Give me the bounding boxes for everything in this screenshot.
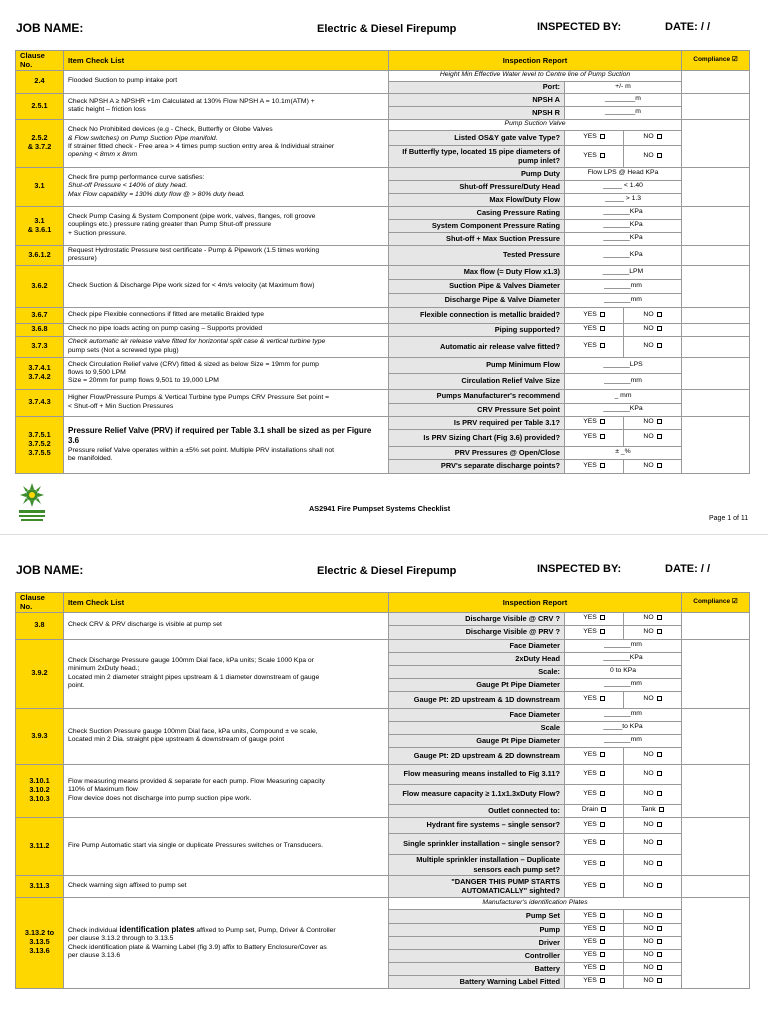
question-label: Discharge Pipe & Valve Diameter bbox=[389, 293, 565, 307]
question-label: Single sprinkler installation – single sensor? bbox=[389, 833, 565, 854]
compliance-cell[interactable] bbox=[682, 265, 750, 307]
no-checkbox[interactable]: NO bbox=[624, 975, 682, 988]
item-text: Check individual identification plates affixed to Pump set, Pump, Driver & Controller per clause 3.13.2 through to 3.13.5 Check identification plate & Warning Label (fig 3.9) affix to Battery Enclosure/Cover as per clause 3.13.6 bbox=[64, 897, 389, 988]
compliance-cell[interactable] bbox=[682, 357, 750, 389]
checkbox-icon bbox=[600, 965, 605, 970]
compliance-cell[interactable] bbox=[682, 389, 750, 416]
no-checkbox[interactable]: NO bbox=[624, 949, 682, 962]
yes-checkbox[interactable]: YES bbox=[565, 764, 624, 784]
item-header: Item Check List bbox=[64, 51, 389, 71]
checkbox-icon bbox=[600, 134, 605, 139]
date-label: DATE: / / bbox=[665, 563, 711, 575]
value-field[interactable]: ± _% bbox=[565, 446, 682, 459]
checkbox-icon bbox=[600, 752, 605, 757]
no-checkbox[interactable]: NO bbox=[624, 833, 682, 854]
question-label: 2xDuty Head bbox=[389, 652, 565, 665]
value-field[interactable]: _______KPa bbox=[565, 219, 682, 232]
checkbox-icon bbox=[657, 771, 662, 776]
question-label: Pump Set bbox=[389, 909, 565, 923]
checkbox-icon bbox=[600, 926, 605, 931]
compliance-cell[interactable] bbox=[682, 307, 750, 323]
checkbox-icon bbox=[657, 965, 662, 970]
yes-checkbox[interactable]: YES bbox=[565, 962, 624, 975]
checkbox-icon bbox=[600, 615, 605, 620]
question-label: Face Diameter bbox=[389, 639, 565, 652]
compliance-cell[interactable] bbox=[682, 206, 750, 245]
no-checkbox[interactable]: NO bbox=[624, 923, 682, 936]
table-header bbox=[16, 51, 750, 71]
clause-cell: 3.11.3 bbox=[16, 875, 64, 897]
no-checkbox[interactable]: NO bbox=[624, 691, 682, 708]
checkbox-icon bbox=[657, 629, 662, 634]
question-label: PRV's separate discharge points? bbox=[389, 459, 565, 473]
checkbox-icon bbox=[657, 913, 662, 918]
no-checkbox[interactable]: NO bbox=[624, 130, 682, 145]
compliance-cell[interactable] bbox=[682, 245, 750, 265]
item-text: Check warning sign affixed to pump set bbox=[64, 875, 389, 897]
question-label: Face Diameter bbox=[389, 708, 565, 721]
value-field[interactable]: 0 to KPa bbox=[565, 665, 682, 678]
question-label: Casing Pressure Rating bbox=[389, 206, 565, 219]
job-name-label: JOB NAME: bbox=[16, 563, 84, 577]
checkbox-icon bbox=[657, 752, 662, 757]
question-label: Battery bbox=[389, 962, 565, 975]
checkbox-icon bbox=[600, 434, 605, 439]
checkbox-icon bbox=[600, 326, 605, 331]
date-label: DATE: / / bbox=[665, 21, 711, 33]
yes-checkbox[interactable]: YES bbox=[565, 975, 624, 988]
checklist-table-page2 bbox=[15, 592, 750, 989]
compliance-cell[interactable] bbox=[682, 764, 750, 817]
compliance-cell[interactable] bbox=[682, 323, 750, 336]
checkbox-icon bbox=[657, 343, 662, 348]
value-field[interactable]: _______mm bbox=[565, 293, 682, 307]
question-label: Gauge Pt Pipe Diameter bbox=[389, 678, 565, 691]
yes-checkbox[interactable]: YES bbox=[565, 612, 624, 625]
checkbox-icon bbox=[600, 861, 605, 866]
item-text: Flow measuring means provided & separate for each pump. Flow Measuring capacity 110% of Maximum flow Flow device does not discharge into pump suction pipe work. bbox=[64, 764, 389, 817]
clause-header: Clause No. bbox=[16, 593, 64, 613]
value-field[interactable]: _____to KPa bbox=[565, 721, 682, 734]
clause-cell: 3.1 & 3.6.1 bbox=[16, 206, 64, 245]
checkbox-icon bbox=[657, 419, 662, 424]
no-checkbox[interactable]: NO bbox=[624, 145, 682, 167]
question-label: Gauge Pt: 2D upstream & 1D downstream bbox=[389, 691, 565, 708]
yes-checkbox[interactable]: YES bbox=[565, 747, 624, 764]
question-label: Flow measure capacity ≥ 1.1x1.3xDuty Flow? bbox=[389, 784, 565, 804]
question-label: Multiple sprinkler installation – Duplicate sensors each pump set? bbox=[389, 854, 565, 875]
yes-checkbox[interactable]: YES bbox=[565, 923, 624, 936]
item-text: Check fire pump performance curve satisfies: Shut-off Pressure < 140% of duty head. Max Flow capability = 130% duty flow @ > 80% duty head. bbox=[64, 167, 389, 206]
yes-checkbox[interactable]: YES bbox=[565, 784, 624, 804]
yes-checkbox[interactable]: YES bbox=[565, 625, 624, 639]
inspected-by-label: INSPECTED BY: bbox=[537, 563, 622, 575]
no-checkbox[interactable]: NO bbox=[624, 323, 682, 336]
clause-cell: 3.9.3 bbox=[16, 708, 64, 764]
clause-cell: 3.6.8 bbox=[16, 323, 64, 336]
clause-cell: 3.7.5.1 3.7.5.2 3.7.5.5 bbox=[16, 416, 64, 473]
page-number: Page 1 of 11 bbox=[709, 515, 749, 522]
question-label: Is PRV required per Table 3.1? bbox=[389, 416, 565, 429]
compliance-cell[interactable] bbox=[682, 817, 750, 875]
value-field[interactable]: +/- m bbox=[565, 81, 682, 93]
yes-checkbox[interactable]: YES bbox=[565, 817, 624, 833]
checkbox-icon bbox=[600, 939, 605, 944]
value-field[interactable]: _______KPa bbox=[565, 403, 682, 416]
report-header: Inspection Report bbox=[389, 593, 682, 613]
value-field[interactable]: _ mm bbox=[565, 389, 682, 403]
checkbox-icon bbox=[657, 822, 662, 827]
value-field[interactable]: Flow LPS @ Head KPa bbox=[565, 167, 682, 180]
checkbox-icon bbox=[657, 615, 662, 620]
question-label: Pump Minimum Flow bbox=[389, 357, 565, 373]
clause-cell: 3.7.3 bbox=[16, 336, 64, 357]
checkbox-icon bbox=[600, 343, 605, 348]
question-label: Max Flow/Duty Flow bbox=[389, 193, 565, 206]
footer-title: AS2941 Fire Pumpset Systems Checklist bbox=[309, 504, 451, 513]
question-label: Suction Pipe & Valves Diameter bbox=[389, 279, 565, 293]
question-label: Shut-off Pressure/Duty Head bbox=[389, 180, 565, 193]
clause-cell: 3.7.4.3 bbox=[16, 389, 64, 416]
question-label: Discharge Visible @ PRV ? bbox=[389, 625, 565, 639]
inspected-by-label: INSPECTED BY: bbox=[537, 21, 622, 33]
item-text: Check Suction Pressure gauge 100mm Dial face, kPa units, Compound ± ve scale, Located min 2 Dia. straight pipe upstream & downstream of gauge point bbox=[64, 708, 389, 764]
no-checkbox[interactable]: NO bbox=[624, 784, 682, 804]
checkbox-icon bbox=[657, 978, 662, 983]
yes-checkbox[interactable]: YES bbox=[565, 875, 624, 897]
no-checkbox[interactable]: NO bbox=[624, 459, 682, 473]
value-field[interactable]: ________m bbox=[565, 93, 682, 106]
checkbox-icon bbox=[600, 153, 605, 158]
question-label: Battery Warning Label Fitted bbox=[389, 975, 565, 988]
checkbox-icon bbox=[657, 952, 662, 957]
clause-cell: 3.11.2 bbox=[16, 817, 64, 875]
question-label: "DANGER THIS PUMP STARTS AUTOMATICALLY" sighted? bbox=[389, 875, 565, 897]
no-checkbox[interactable]: NO bbox=[624, 936, 682, 949]
question-label: NPSH R bbox=[389, 106, 565, 119]
value-field[interactable]: _______mm bbox=[565, 734, 682, 747]
document-title: Electric & Diesel Firepump bbox=[317, 565, 457, 577]
question-label: Hydrant fire systems – single sensor? bbox=[389, 817, 565, 833]
yes-checkbox[interactable]: YES bbox=[565, 145, 624, 167]
clause-cell: 3.13.2 to 3.13.5 3.13.6 bbox=[16, 897, 64, 988]
checkbox-icon bbox=[657, 434, 662, 439]
item-text: Higher Flow/Pressure Pumps & Vertical Turbine type Pumps CRV Pressure Set point = < Shut-off + Min Suction Pressures bbox=[64, 389, 389, 416]
value-field[interactable]: _______LPM bbox=[565, 265, 682, 279]
question-label: Scale: bbox=[389, 665, 565, 678]
checkbox-icon bbox=[601, 807, 606, 812]
compliance-cell[interactable] bbox=[682, 70, 750, 93]
no-checkbox[interactable]: NO bbox=[624, 416, 682, 429]
drain-checkbox[interactable]: Drain bbox=[565, 804, 624, 817]
compliance-cell[interactable] bbox=[682, 639, 750, 708]
checkbox-icon bbox=[600, 696, 605, 701]
item-text: Check pipe Flexible connections if fitted are metallic Braided type bbox=[64, 307, 389, 323]
yes-checkbox[interactable]: YES bbox=[565, 459, 624, 473]
no-checkbox[interactable]: NO bbox=[624, 875, 682, 897]
checkbox-icon bbox=[600, 629, 605, 634]
item-header: Item Check List bbox=[64, 593, 389, 613]
yes-checkbox[interactable]: YES bbox=[565, 909, 624, 923]
value-field[interactable]: _______KPa bbox=[565, 245, 682, 265]
item-text: Check Suction & Discharge Pipe work sized for < 4m/s velocity (at Maximum flow) bbox=[64, 265, 389, 307]
question-label: Gauge Pt: 2D upstream & 2D downstream bbox=[389, 747, 565, 764]
item-text: Check no pipe loads acting on pump casing – Supports provided bbox=[64, 323, 389, 336]
item-text: Fire Pump Automatic start via single or duplicate Pressures switches or Transducers. bbox=[64, 817, 389, 875]
checkbox-icon bbox=[600, 791, 605, 796]
checkbox-icon bbox=[600, 771, 605, 776]
question-label: Pumps Manufacturer's recommend bbox=[389, 389, 565, 403]
question-label: Listed OS&Y gate valve Type? bbox=[389, 130, 565, 145]
clause-cell: 3.8 bbox=[16, 612, 64, 639]
checkbox-icon bbox=[657, 326, 662, 331]
question-label: Circulation Relief Valve Size bbox=[389, 373, 565, 389]
question-label: Is PRV Sizing Chart (Fig 3.6) provided? bbox=[389, 429, 565, 446]
checkbox-icon bbox=[600, 419, 605, 424]
checkbox-icon bbox=[657, 463, 662, 468]
item-text: Pressure Relief Valve (PRV) if required per Table 3.1 shall be sized as per Figure 3.6 Pressure relief Valve operates within a ±5% set point. Multiple PRV installations shall not be manifolded. bbox=[64, 416, 389, 473]
item-text: Check CRV & PRV discharge is visible at pump set bbox=[64, 612, 389, 639]
checkbox-icon bbox=[657, 861, 662, 866]
yes-checkbox[interactable]: YES bbox=[565, 691, 624, 708]
clause-cell: 3.6.1.2 bbox=[16, 245, 64, 265]
tank-checkbox[interactable]: Tank bbox=[624, 804, 682, 817]
no-checkbox[interactable]: NO bbox=[624, 854, 682, 875]
no-checkbox[interactable]: NO bbox=[624, 307, 682, 323]
item-text: Request Hydrostatic Pressure test certificate - Pump & Pipework (1.5 times working pressure) bbox=[64, 245, 389, 265]
no-checkbox[interactable]: NO bbox=[624, 612, 682, 625]
section-label: Height Min Effective Water level to Centre line of Pump Suction bbox=[389, 70, 682, 81]
question-label: If Butterfly type, located 15 pipe diameters of pump inlet? bbox=[389, 145, 565, 167]
value-field[interactable]: _____ < 1.40 bbox=[565, 180, 682, 193]
question-label: Max flow (= Duty Flow x1.3) bbox=[389, 265, 565, 279]
clause-cell: 2.5.2 & 3.7.2 bbox=[16, 119, 64, 167]
question-label: Flow measuring means installed to Fig 3.11? bbox=[389, 764, 565, 784]
compliance-cell[interactable] bbox=[682, 875, 750, 897]
item-text: Check Circulation Relief valve (CRV) fitted & sized as below Size = 19mm for pump flows to 9,500 LPM Size = 20mm for pump flows 9,501 to 19,000 LPM bbox=[64, 357, 389, 389]
item-text: Check No Prohibited devices (e.g - Check, Butterfly or Globe Valves & Flow switches) on Pump Suction Pipe manifold. If strainer fitted check - Free area > 4 times pump suction entry area & Individual strainer opening < 8mm x 8mm bbox=[64, 119, 389, 167]
checkbox-icon bbox=[657, 883, 662, 888]
compliance-cell[interactable] bbox=[682, 93, 750, 119]
page2-header bbox=[0, 563, 768, 587]
checkbox-icon bbox=[600, 913, 605, 918]
question-label: Tested Pressure bbox=[389, 245, 565, 265]
question-label: NPSH A bbox=[389, 93, 565, 106]
pump-industry-logo bbox=[17, 480, 47, 522]
yes-checkbox[interactable]: YES bbox=[565, 833, 624, 854]
item-text: Check automatic air release valve fitted for horizontal split case & vertical turbine type pump sets (Not a screwed type plug) bbox=[64, 336, 389, 357]
checkbox-icon bbox=[657, 312, 662, 317]
value-field[interactable]: _______mm bbox=[565, 678, 682, 691]
clause-cell: 3.6.7 bbox=[16, 307, 64, 323]
document-title: Electric & Diesel Firepump bbox=[317, 23, 457, 35]
checkbox-icon bbox=[657, 696, 662, 701]
value-field[interactable]: _______KPa bbox=[565, 652, 682, 665]
clause-cell: 2.4 bbox=[16, 70, 64, 93]
clause-header: Clause No. bbox=[16, 51, 64, 71]
checkbox-icon bbox=[600, 883, 605, 888]
yes-checkbox[interactable]: YES bbox=[565, 416, 624, 429]
clause-cell: 3.7.4.1 3.7.4.2 bbox=[16, 357, 64, 389]
clause-cell: 3.9.2 bbox=[16, 639, 64, 708]
no-checkbox[interactable]: NO bbox=[624, 962, 682, 975]
compliance-cell[interactable] bbox=[682, 336, 750, 357]
item-text: Check NPSH A ≥ NPSHR +1m Calculated at 130% Flow NPSH A = 10.1m(ATM) + static height – friction loss bbox=[64, 93, 389, 119]
question-label: Gauge Pt Pipe Diameter bbox=[389, 734, 565, 747]
job-name-label: JOB NAME: bbox=[16, 21, 84, 35]
question-label: Port: bbox=[389, 81, 565, 93]
item-text: Check Discharge Pressure gauge 100mm Dial face, kPa units; Scale 1000 Kpa or minimum 2xDuty head.; Located min 2 diameter straight pipes upstream & 1 diameter downstream of gauge point. bbox=[64, 639, 389, 708]
value-field[interactable]: _______mm bbox=[565, 708, 682, 721]
question-label: Shut-off + Max Suction Pressure bbox=[389, 232, 565, 245]
question-label: Automatic air release valve fitted? bbox=[389, 336, 565, 357]
compliance-cell[interactable] bbox=[682, 119, 750, 167]
compliance-header: Compliance ☑ bbox=[682, 51, 750, 71]
compliance-header: Compliance ☑ bbox=[682, 593, 750, 613]
yes-checkbox[interactable]: YES bbox=[565, 336, 624, 357]
value-field[interactable]: _______mm bbox=[565, 279, 682, 293]
question-label: Pump bbox=[389, 923, 565, 936]
value-field[interactable]: _______mm bbox=[565, 373, 682, 389]
checkbox-icon bbox=[657, 153, 662, 158]
clause-cell: 2.5.1 bbox=[16, 93, 64, 119]
question-label: Piping supported? bbox=[389, 323, 565, 336]
compliance-cell[interactable] bbox=[682, 167, 750, 206]
table-header bbox=[16, 593, 750, 613]
item-text: Check Pump Casing & System Component (pipe work, valves, flanges, roll groove couplings etc.) pressure rating greater than Pump Shut-off pressure + Suction pressure. bbox=[64, 206, 389, 245]
value-field[interactable]: _______KPa bbox=[565, 206, 682, 219]
checkbox-icon bbox=[600, 312, 605, 317]
page-divider bbox=[0, 534, 768, 535]
compliance-cell[interactable] bbox=[682, 897, 750, 988]
section-label: Manufacturer's identification Plates bbox=[389, 897, 682, 909]
checkbox-icon bbox=[657, 939, 662, 944]
no-checkbox[interactable]: NO bbox=[624, 625, 682, 639]
value-field[interactable]: _____ > 1.3 bbox=[565, 193, 682, 206]
no-checkbox[interactable]: NO bbox=[624, 429, 682, 446]
no-checkbox[interactable]: NO bbox=[624, 336, 682, 357]
checkbox-icon bbox=[600, 952, 605, 957]
compliance-cell[interactable] bbox=[682, 612, 750, 639]
checkbox-icon bbox=[600, 840, 605, 845]
no-checkbox[interactable]: NO bbox=[624, 909, 682, 923]
value-field[interactable]: _______mm bbox=[565, 639, 682, 652]
report-header: Inspection Report bbox=[389, 51, 682, 71]
clause-cell: 3.6.2 bbox=[16, 265, 64, 307]
yes-checkbox[interactable]: YES bbox=[565, 130, 624, 145]
question-label: System Component Pressure Rating bbox=[389, 219, 565, 232]
question-label: Controller bbox=[389, 949, 565, 962]
value-field[interactable]: ________m bbox=[565, 106, 682, 119]
yes-checkbox[interactable]: YES bbox=[565, 936, 624, 949]
value-field[interactable]: _______LPS bbox=[565, 357, 682, 373]
page1-header bbox=[0, 21, 768, 45]
item-text: Flooded Suction to pump intake port bbox=[64, 70, 389, 93]
yes-checkbox[interactable]: YES bbox=[565, 854, 624, 875]
checkbox-icon bbox=[659, 807, 664, 812]
question-label: Scale bbox=[389, 721, 565, 734]
checkbox-icon bbox=[600, 463, 605, 468]
question-label: Outlet connected to: bbox=[389, 804, 565, 817]
compliance-cell[interactable] bbox=[682, 708, 750, 764]
question-label: Flexible connection is metallic braided? bbox=[389, 307, 565, 323]
clause-cell: 3.10.1 3.10.2 3.10.3 bbox=[16, 764, 64, 817]
section-label: Pump Suction Valve bbox=[389, 119, 682, 130]
yes-checkbox[interactable]: YES bbox=[565, 949, 624, 962]
value-field[interactable]: _______KPa bbox=[565, 232, 682, 245]
question-label: Discharge Visible @ CRV ? bbox=[389, 612, 565, 625]
checkbox-icon bbox=[657, 926, 662, 931]
checkbox-icon bbox=[657, 840, 662, 845]
checkbox-icon bbox=[600, 978, 605, 983]
yes-checkbox[interactable]: YES bbox=[565, 429, 624, 446]
checkbox-icon bbox=[657, 134, 662, 139]
clause-cell: 3.1 bbox=[16, 167, 64, 206]
checkbox-icon bbox=[600, 822, 605, 827]
question-label: Pump Duty bbox=[389, 167, 565, 180]
yes-checkbox[interactable]: YES bbox=[565, 323, 624, 336]
yes-checkbox[interactable]: YES bbox=[565, 307, 624, 323]
checklist-table-page1 bbox=[15, 50, 750, 474]
no-checkbox[interactable]: NO bbox=[624, 747, 682, 764]
no-checkbox[interactable]: NO bbox=[624, 764, 682, 784]
question-label: PRV Pressures @ Open/Close bbox=[389, 446, 565, 459]
question-label: CRV Pressure Set point bbox=[389, 403, 565, 416]
no-checkbox[interactable]: NO bbox=[624, 817, 682, 833]
compliance-cell[interactable] bbox=[682, 416, 750, 473]
checkbox-icon bbox=[657, 791, 662, 796]
question-label: Driver bbox=[389, 936, 565, 949]
